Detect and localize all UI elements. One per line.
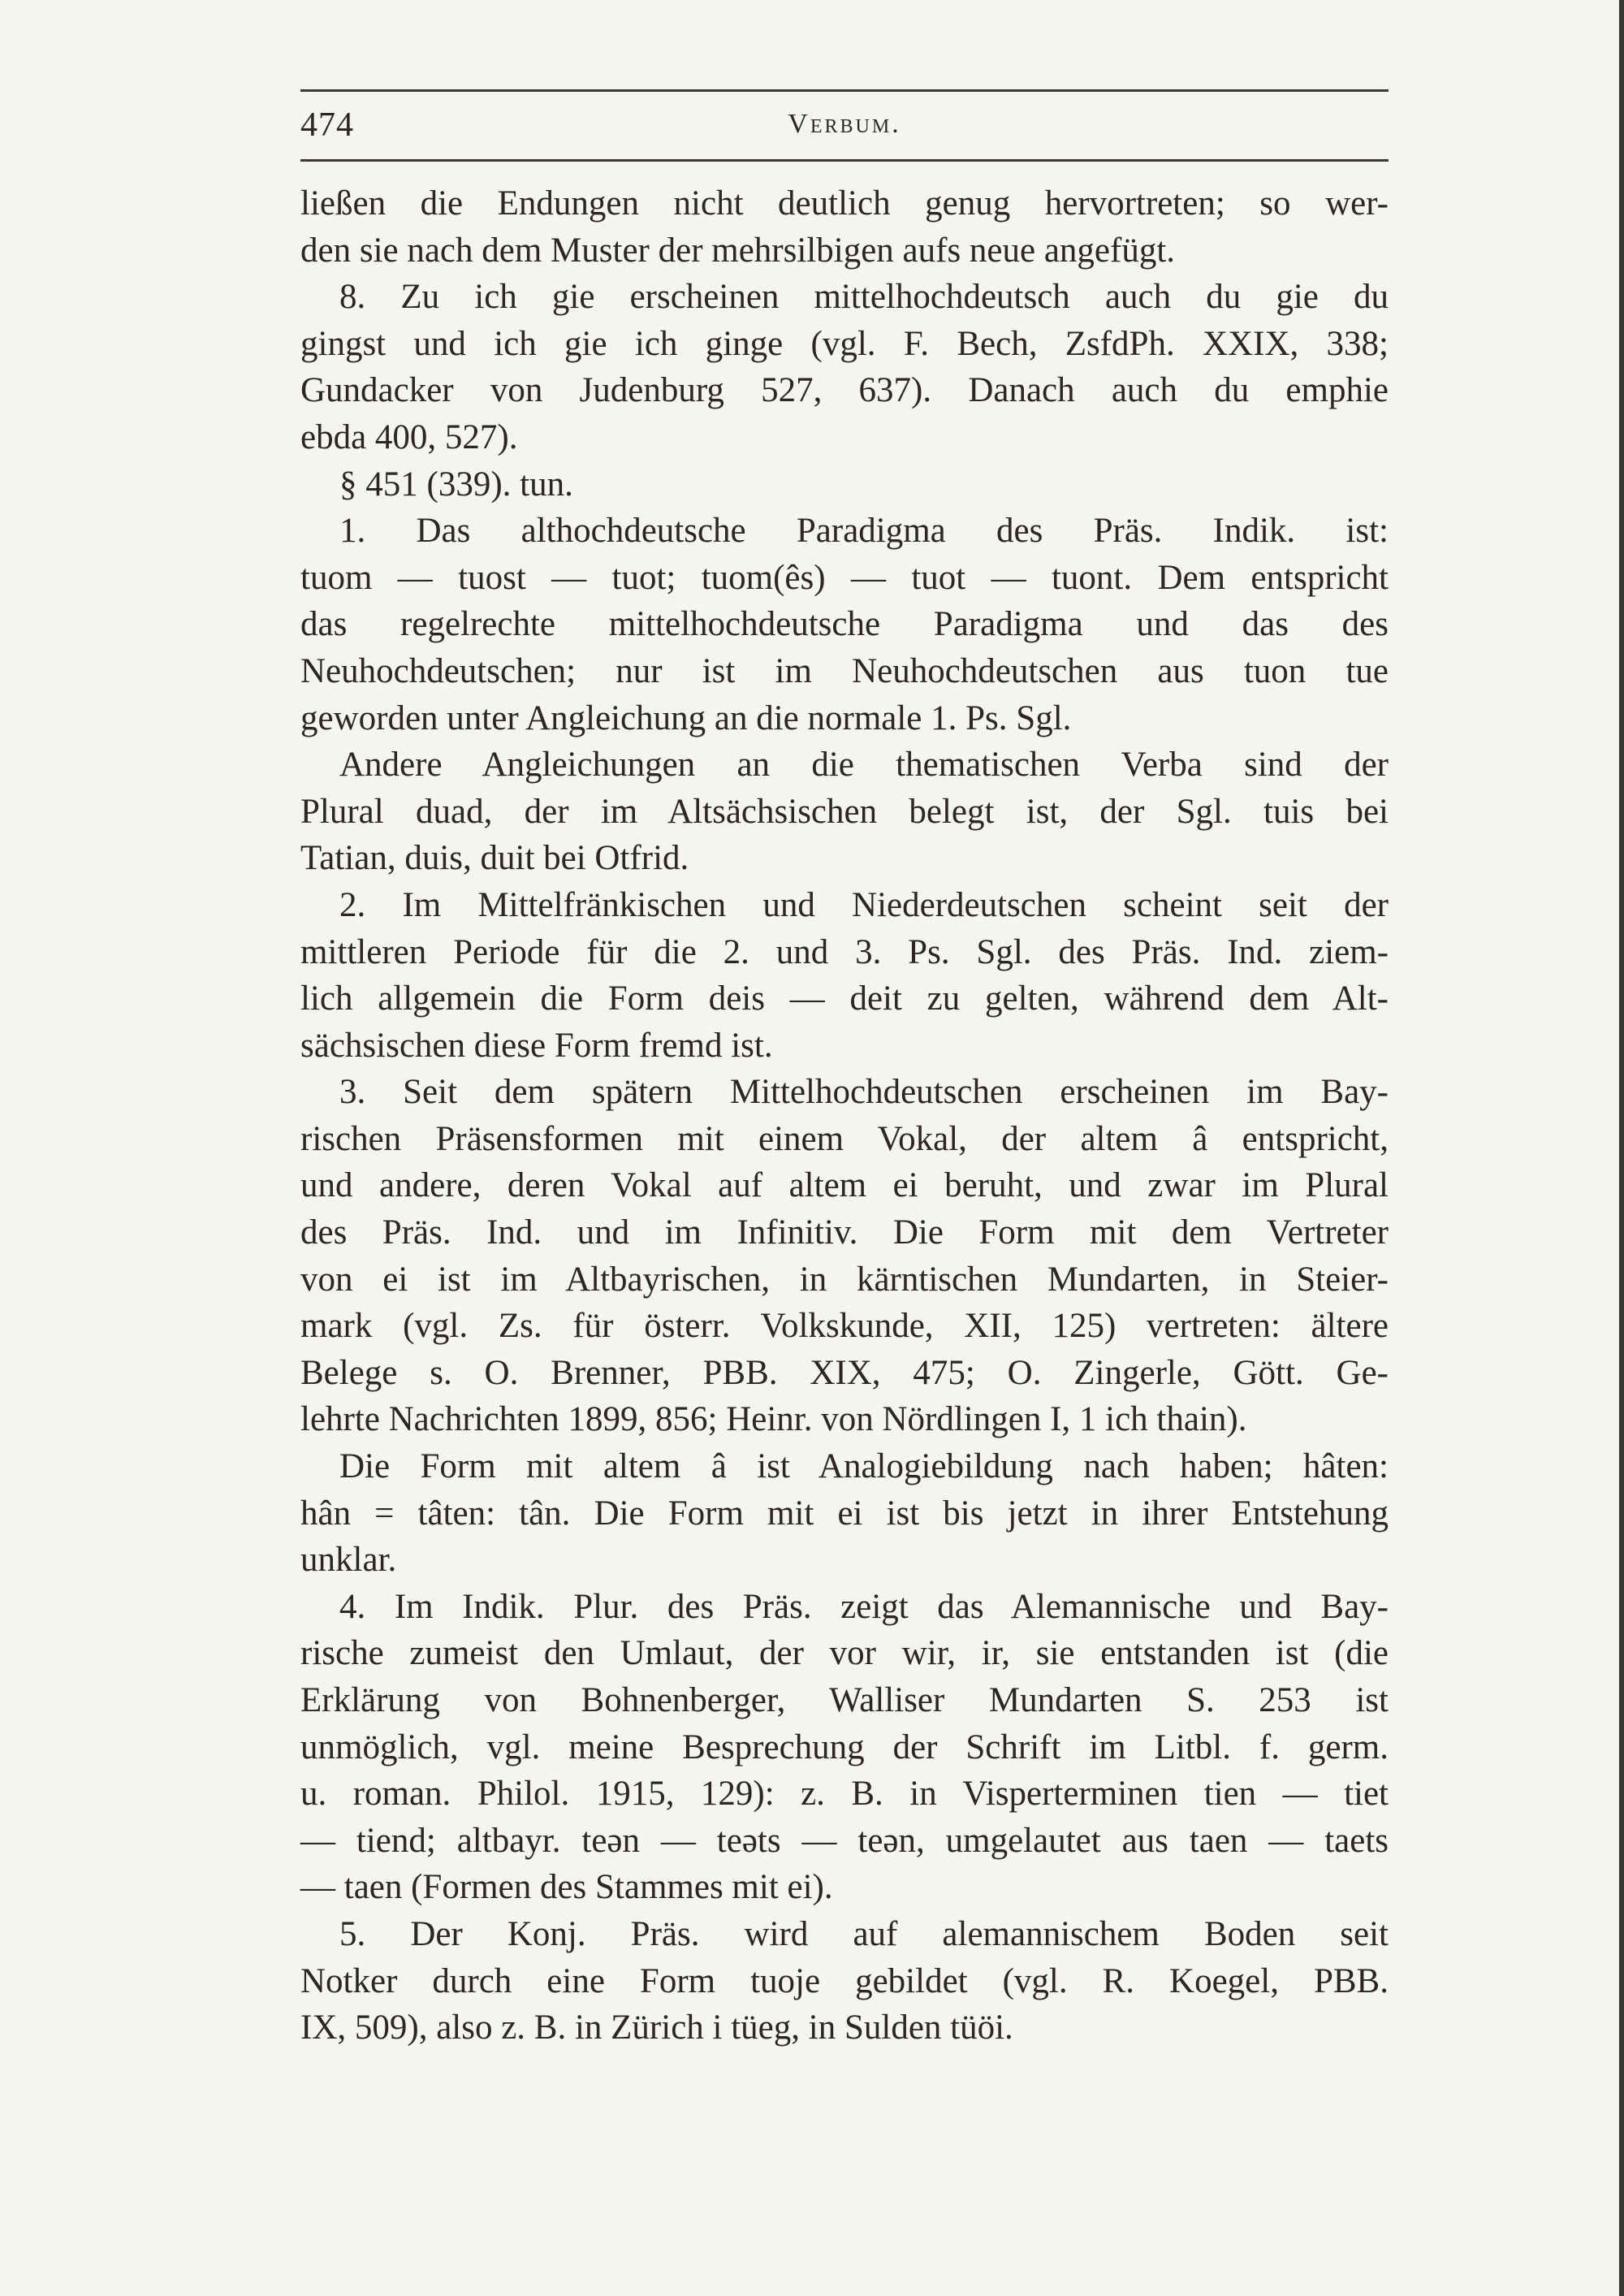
text-line: Tatian, duis, duit bei Otfrid.: [300, 839, 689, 878]
text-line: — tiend; altbayr. teən — teəts — teən, umgelautet aus taen — taets: [300, 1821, 1389, 1860]
text-line: lehrte Nachrichten 1899, 856; Heinr. von Nördlingen I, 1 ich thain).: [300, 1400, 1247, 1439]
text-line: und andere, deren Vokal auf altem ei beruht, und zwar im Plural: [300, 1166, 1389, 1205]
text-line: geworden unter Angleichung an die normale 1. Ps. Sgl.: [300, 698, 1072, 737]
text-line: unklar.: [300, 1541, 397, 1580]
page-header: [300, 89, 1389, 171]
text-line: 8. Zu ich gie erscheinen mittelhochdeutsch auch du gie du: [339, 278, 1389, 317]
text-line: Die Form mit altem â ist Analogiebildung nach haben; hâten:: [339, 1447, 1389, 1486]
text-line: hân = tâten: tân. Die Form mit ei ist bis jetzt in ihrer Entstehung: [300, 1494, 1389, 1533]
text-line: tuom — tuost — tuot; tuom(ês) — tuot — tuont. Dem entspricht: [300, 558, 1389, 597]
text-line: u. roman. Philol. 1915, 129): z. B. in Visperterminen tien — tiet: [300, 1775, 1389, 1814]
text-line: Neuhochdeutschen; nur ist im Neuhochdeutschen aus tuon tue: [300, 651, 1389, 690]
text-line: rische zumeist den Umlaut, der vor wir, ir, sie entstanden ist (die: [300, 1634, 1389, 1673]
text-line: mittleren Periode für die 2. und 3. Ps. Sgl. des Präs. Ind. ziem-: [300, 932, 1389, 971]
text-line: Gundacker von Judenburg 527, 637). Danach auch du emphie: [300, 371, 1389, 410]
text-line: IX, 509), also z. B. in Zürich i tüeg, in Sulden tüöi.: [300, 2008, 1013, 2047]
text-line: — taen (Formen des Stammes mit ei).: [300, 1868, 833, 1907]
text-line: 2. Im Mittelfränkischen und Niederdeutschen scheint seit der: [339, 885, 1389, 924]
section-heading: § 451 (339). tun.: [339, 465, 573, 504]
text-line: 1. Das althochdeutsche Paradigma des Präs. Indik. ist:: [339, 512, 1389, 551]
header-rule-bottom: [300, 159, 1389, 162]
text-line: den sie nach dem Muster der mehrsilbigen aufs neue angefügt.: [300, 231, 1176, 270]
text-line: 4. Im Indik. Plur. des Präs. zeigt das Alemannische und Bay-: [339, 1587, 1389, 1626]
running-head: Verbum.: [788, 109, 901, 139]
text-line: Notker durch eine Form tuoje gebildet (vgl. R. Koegel, PBB.: [300, 1961, 1389, 2000]
text-line: ebda 400, 527).: [300, 417, 518, 456]
text-line: 5. Der Konj. Präs. wird auf alemannischem Boden seit: [339, 1914, 1389, 1953]
header-rule-top: [300, 89, 1389, 92]
text-line: des Präs. Ind. und im Infinitiv. Die Form mit dem Vertreter: [300, 1213, 1389, 1252]
text-line: unmöglich, vgl. meine Besprechung der Schrift im Litbl. f. germ.: [300, 1727, 1389, 1766]
text-line: rischen Präsensformen mit einem Vokal, der altem â entspricht,: [300, 1119, 1389, 1158]
text-line: lich allgemein die Form deis — deit zu gelten, während dem Alt-: [300, 979, 1389, 1018]
page-number: 474: [300, 106, 354, 144]
text-line: Erklärung von Bohnenberger, Walliser Mundarten S. 253 ist: [300, 1681, 1389, 1719]
text-line: das regelrechte mittelhochdeutsche Paradigma und das des: [300, 605, 1389, 644]
text-line: ließen die Endungen nicht deutlich genug hervortreten; so wer-: [300, 184, 1389, 223]
text-line: von ei ist im Altbayrischen, in kärntischen Mundarten, in Steier-: [300, 1260, 1389, 1299]
text-line: 3. Seit dem spätern Mittelhochdeutschen erscheinen im Bay-: [339, 1073, 1389, 1112]
text-line: Belege s. O. Brenner, PBB. XIX, 475; O. Zingerle, Gött. Ge-: [300, 1353, 1389, 1392]
text-line: gingst und ich gie ich ginge (vgl. F. Bech, ZsfdPh. XXIX, 338;: [300, 324, 1389, 363]
text-line: mark (vgl. Zs. für österr. Volkskunde, XII, 125) vertreten: ältere: [300, 1307, 1389, 1346]
text-line: Plural duad, der im Altsächsischen belegt ist, der Sgl. tuis bei: [300, 792, 1389, 831]
text-line: sächsischen diese Form fremd ist.: [300, 1026, 773, 1065]
text-line: Andere Angleichungen an die thematischen Verba sind der: [339, 746, 1389, 785]
body-text: [300, 180, 1389, 2052]
page-edge: [1619, 0, 1624, 2296]
